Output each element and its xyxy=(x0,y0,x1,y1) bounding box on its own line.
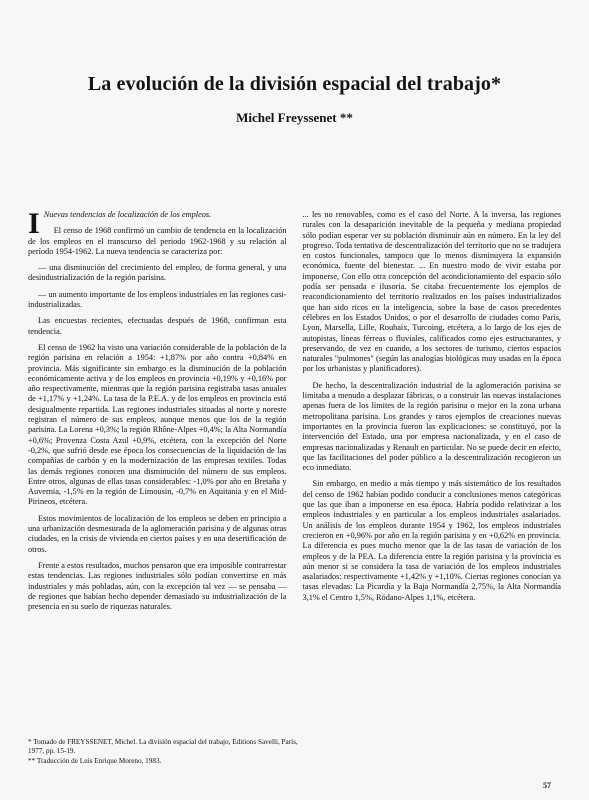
footnote-1: * Tomado de FREYSSENET, Michel. La división espacial del trabajo, Editions Savelli, Paris, 1977, pp. 15-19. xyxy=(28,738,298,755)
left-column xyxy=(28,207,287,618)
article-body xyxy=(28,207,561,618)
left-paragraph-5: Las encuestas recientes, efectuadas después de 1968, confirman esta tendencia. xyxy=(28,316,287,336)
section-heading: Nuevas tendencias de localización de los empleos. xyxy=(43,210,212,219)
drop-cap-letter: I xyxy=(28,207,40,240)
right-column xyxy=(303,210,562,618)
right-paragraph-1: ... les no renovables, como es el caso del Norte. A la inversa, las regiones rurales con la desaparición inevitable de la pequeña y mediana propiedad sólo podían esperar ver su población disminuir aún en número. En la ley del progreso. Toda tentativa de descentralización del territorio que no se tradujera en costos funcionales, tampoco que lo menos disminuyera la expansión económica, fuente del bienestar. ... En nuestro modo de vivir estaba por imponerse, Con ello otra concepción del acondicionamiento del espacio sólo podía ser pensada e ilusoria. Se citaba frecuentemente los ejemplos de reacondicionamiento del territorio realizados en los países industrializados que han sido ricos en la inteligencia, sobre la base de casos precedentes célebres en los Estados Unidos, o por el desarrollo de ciudades como París, Lyon, Marsella, Lille, Roubaix, Turcoing, etcétera, a lo largo de los ejes de autopistas, líneas férreas o fluviales, calificados como ejes estructurantes, y preservando, de vez en cuando, a los sectores de turismo, ciertos espacios naturales "pulmones" (según las analogías biológicas muy usadas en la época por los urbanistas y planificadores). xyxy=(302,210,561,374)
left-paragraph-4: — un aumento importante de los empleos industriales en las regiones casi-industrializadas. xyxy=(28,289,287,310)
page-number: 57 xyxy=(543,781,551,790)
right-paragraph-3: Sin embargo, en medio a más tiempo y más sistemático de los resultados del censo de 1962 habían podido conducir a conclusiones menos categóricas que las que iban a imponerse en esa época. Habría podido relativizar a los empleos industriales y en particular a los empleos industriales asalariados. Un análisis de los empleos durante 1954 y 1962, los empleos industriales crecieron en +0,96% por año en la región parisina y en +0,62% en provincia. La diferencia es pues mucho menor que la de las tasas de variación de los empleos y de la PEA. La diferencia entre la región parisina y la provincia es aún menor si se considera la tasa de variación de los empleos industriales asalariados: respectivamente +1,42% y +1,10%. Ciertas regiones conocían ya tasas elevadas: La Picardía y la Baja Normandía 2,75%, la Alta Normandía 3,1% el Centro 1,5%, Ródano-Alpes 1,1%, etcétera. xyxy=(302,479,561,602)
left-paragraph-3: — una disminución del crecimiento del empleo, de forma general, y una desindustrialización de la región parisina. xyxy=(28,263,287,283)
right-paragraph-2: De hecho, la descentralización industrial de la aglomeración parisina se limitaba a menudo a desplazar fábricas, o a construir las nuevas instalaciones apenas fuera de los límites de la región parisina o mejor en la zona urbana metropolitana parisina. Los grandes y raros ejemplos de creaciones nuevas importantes en la provincia fueron las explicaciones: se constituyó, por la intervención del Estado, una por empresa nacionalizada, y en el caso de empresas nacionalizadas y Renault en particular. No se puede decir en efecto, que las facilitaciones del poder público a la descentralización recogieron un eco inmediato. xyxy=(302,380,561,473)
left-paragraph-2: El censo de 1968 confirmó un cambio de tendencia en la localización de los empleos en el transcurso del periodo 1962-1968 y su relación al período 1954-1962. La nueva tendencia se caracteriza por: xyxy=(28,226,287,256)
footnote-2: ** Traducción de Luis Enrique Moreno, 1983. xyxy=(28,757,162,765)
author-name: Michel Freyssenet ** xyxy=(236,110,353,125)
left-paragraph-6: El censo de 1962 ha visto una variación considerable de la población de la región parisina en relación a 1954: +1,87% por año contra +0,84% en provincia. Más significante sin embargo es la disminución de la población económicamente activa y de los empleos en provincia +0,19% y +0,16% por año respectivamente, mientras que la región parisina registraba tasas anuales de +1,17% y +1,24%. La tasa de la P.E.A. y de los empleos en provincia está desigualmente repartida. Las regiones industriales situadas al norte y noreste registran el número de sus empleos, aunque menos que los de la región parisina. La Lorena +0,3%; la región Rhône-Alpes +0,4%; la Alta Normandía +0,6%; Provenza Costa Azul +0,9%, etcétera, con la excepción del Norte -0,2%, que sufrió desde ese época los consecuencias de la liquidación de las compañías de carbón y en la modernización de las empresas textiles. Todas las demás regiones conocen una disminución del número de sus empleos. Entre otros, algunas de ellas tasas considerables: -1,0% por año en Bretaña y Auvernia, -1,5% en la región de Limousin, -0,7% en Aquitania y en el Mid-Pirineos, etcétera. xyxy=(28,342,287,507)
footnotes xyxy=(28,738,298,767)
left-paragraph-1 xyxy=(28,207,287,240)
article-title: La evolución de la división espacial del trabajo* xyxy=(87,73,502,96)
left-paragraph-8: Frente a estos resultados, muchos pensaron que era imposible contrarrestar estas tendencias. Las regiones industriales sólo podían convertirse en más industriales y más pobladas, aún, con la excepción tal vez — se pensaba — de regiones que habían hecho depender demasiado su industrialización de la presencia en su suelo de riquezas naturales. xyxy=(28,560,287,612)
left-paragraph-7: Estos movimientos de localización de los empleos se deben en principio a una urbanización desmesurada de la aglomeración parisina y de algunas otras ciudades, en la crisis de vivienda en ciertos países y en una desertificación de otros. xyxy=(28,513,287,554)
